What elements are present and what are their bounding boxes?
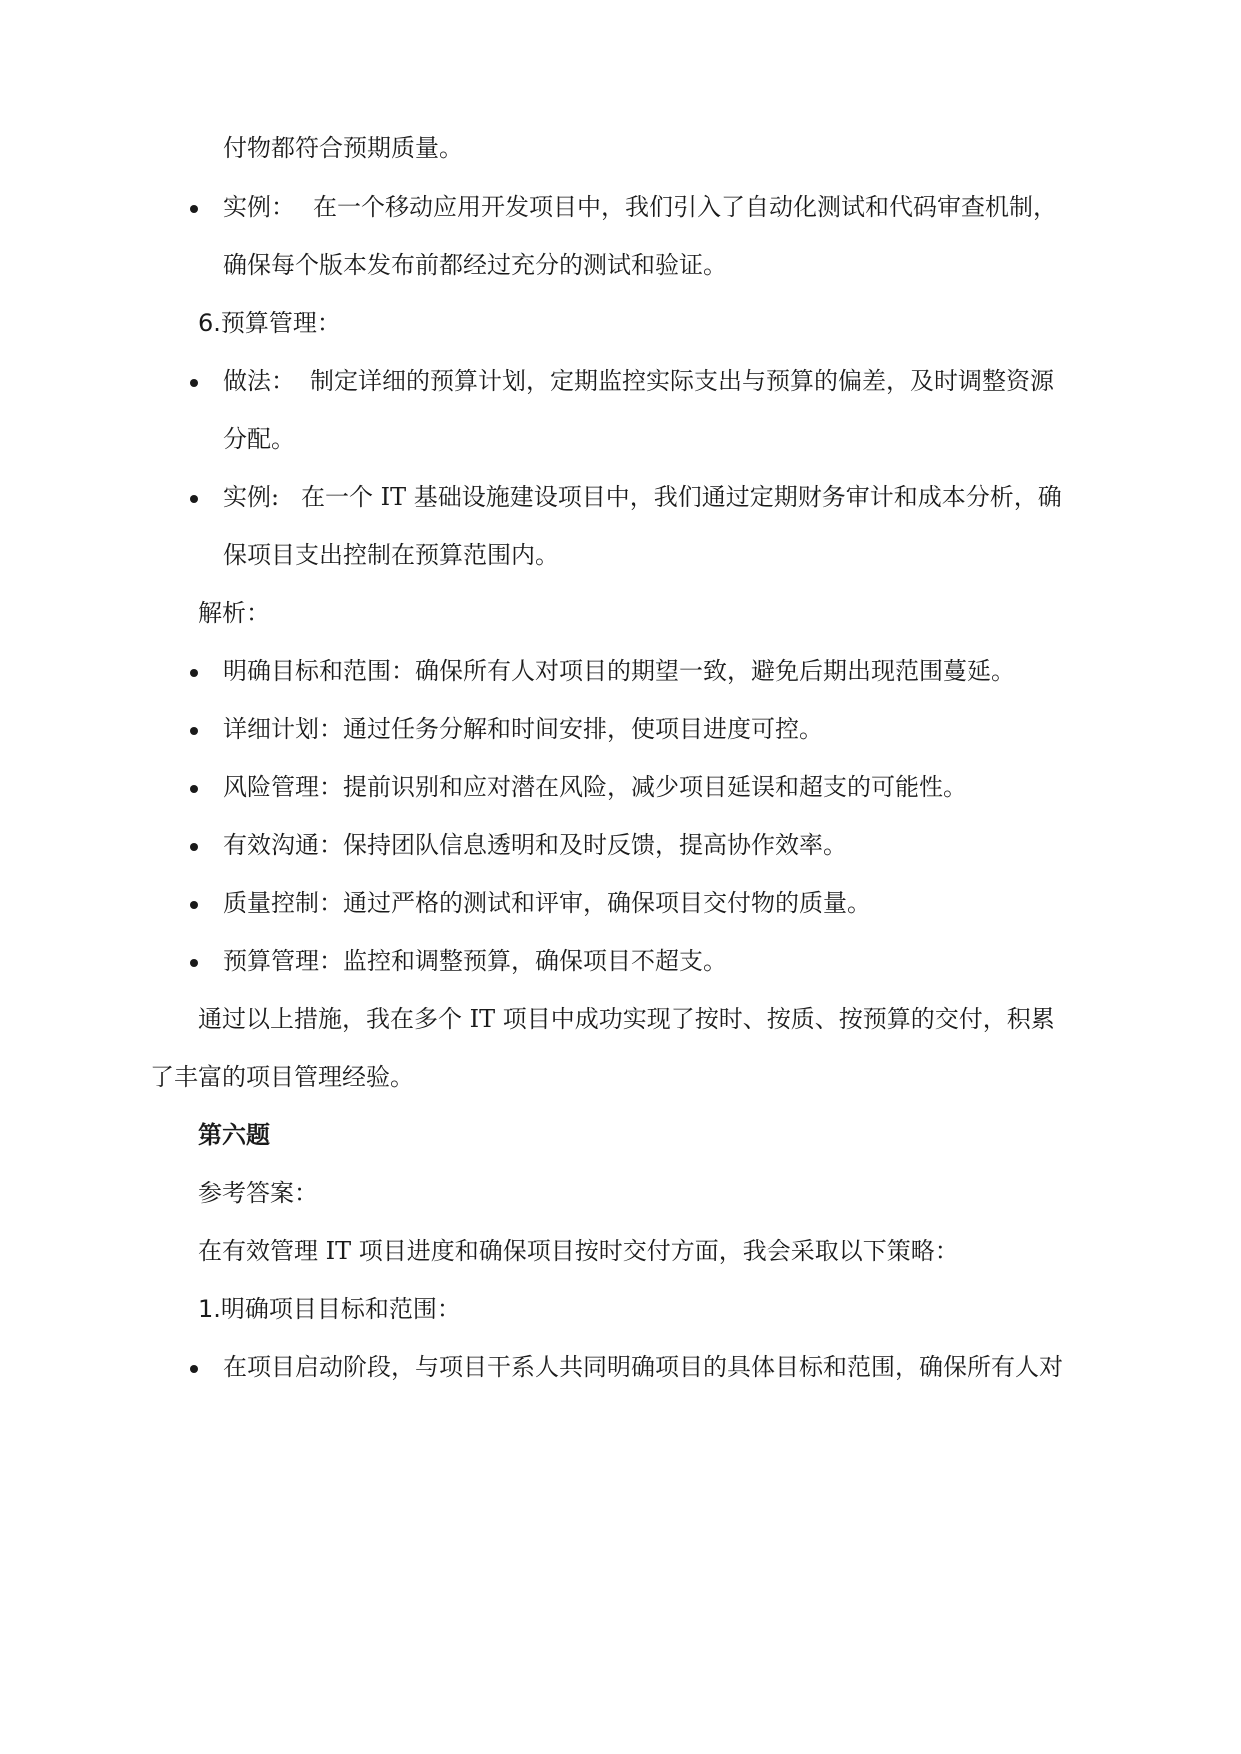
list-item: 预算管理：监控和调整预算，确保项目不超支。 (0, 946, 1241, 976)
text-line: 保项目支出控制在预算范围内。 (223, 541, 559, 569)
bullet-icon (190, 959, 198, 967)
bullet-icon (190, 901, 198, 909)
list-item: 明确目标和范围：确保所有人对项目的期望一致，避免后期出现范围蔓延。 (0, 656, 1241, 686)
list-item: 实例: 在一个 IT 基础设施建设项目中，我们通过定期财务审计和成本分析，确 (0, 482, 1241, 512)
section-heading: 1.明确项目目标和范围： (198, 1295, 461, 1323)
reference-answer-label: 参考答案： (198, 1179, 318, 1207)
text-line: 确保每个版本发布前都经过充分的测试和验证。 (223, 251, 727, 279)
summary-paragraph: 通过以上措施，我在多个 IT 项目中成功实现了按时、按质、按预算的交付，积累 (198, 1005, 1055, 1033)
bullet-icon (190, 843, 198, 851)
text-line: 付物都符合预期质量。 (223, 134, 463, 162)
list-item: 有效沟通：保持团队信息透明和及时反馈，提高协作效率。 (0, 830, 1241, 860)
text-line: 分配。 (223, 425, 295, 453)
question-title: 第六题 (198, 1121, 270, 1149)
bullet-icon (190, 495, 198, 503)
list-item: 质量控制：通过严格的测试和评审，确保项目交付物的质量。 (0, 888, 1241, 918)
summary-paragraph-cont: 了丰富的项目管理经验。 (150, 1063, 414, 1091)
list-item: 风险管理：提前识别和应对潜在风险，减少项目延误和超支的可能性。 (0, 772, 1241, 802)
bullet-icon (190, 785, 198, 793)
list-item: 做法： 制定详细的预算计划，定期监控实际支出与预算的偏差，及时调整资源 (0, 366, 1241, 396)
bullet-icon (190, 727, 198, 735)
bullet-icon (190, 379, 198, 387)
intro-paragraph: 在有效管理 IT 项目进度和确保项目按时交付方面，我会采取以下策略： (198, 1237, 959, 1265)
analysis-heading: 解析： (198, 599, 270, 627)
list-item: 实例： 在一个移动应用开发项目中，我们引入了自动化测试和代码审查机制， (0, 192, 1241, 222)
bullet-icon (190, 205, 198, 213)
list-item: 在项目启动阶段，与项目干系人共同明确项目的具体目标和范围，确保所有人对 (0, 1352, 1241, 1382)
list-item: 详细计划：通过任务分解和时间安排，使项目进度可控。 (0, 714, 1241, 744)
bullet-icon (190, 669, 198, 677)
section-heading: 6.预算管理： (198, 309, 341, 337)
bullet-icon (190, 1365, 198, 1373)
